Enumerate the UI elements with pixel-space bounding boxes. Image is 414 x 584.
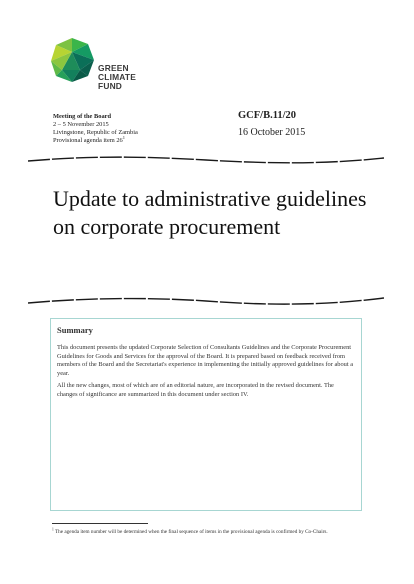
logo-wordmark (98, 64, 136, 90)
logo-line-fund: FUND (98, 80, 123, 91)
summary-paragraph-1: This document presents the updated Corporate Selection of Consultants Guidelines and the Corporate Procurement Guidelines for Goods and Services for the approval of the Board. It is prepared based on feedback received from members of the Board and the Secretariat's experience in implementing the initially approved guidelines for about a year. (57, 344, 354, 377)
summary-heading: Summary (57, 325, 93, 335)
logo-line-green: GREEN (98, 63, 129, 73)
footnote-marker: 1 (52, 527, 54, 532)
agenda-item-text: Provisional agenda item 26 (53, 136, 123, 144)
agenda-footnote-marker: 1 (122, 134, 125, 140)
meeting-agenda-item (53, 134, 138, 145)
logo-line-climate: CLIMATE (98, 71, 136, 82)
document-title: Update to administrative guidelines on corporate procurement (53, 186, 367, 239)
decorative-wave-divider-bottom (28, 294, 384, 308)
summary-box (50, 318, 362, 511)
meeting-location: Livingstone, Republic of Zambia (53, 128, 138, 136)
decorative-wave-divider-top (28, 153, 384, 167)
footnote-text: The agenda item number will be determined when the final sequence of items in the provisional agenda is confirmed by Co-Chairs. (55, 529, 328, 535)
organization-logo (48, 36, 144, 96)
footnote (52, 529, 364, 537)
meeting-dates: 2 – 5 November 2015 (53, 120, 109, 128)
document-date: 16 October 2015 (238, 127, 306, 138)
globe-icon (48, 36, 96, 84)
meeting-title: Meeting of the Board (53, 113, 112, 120)
meeting-info (53, 113, 138, 145)
footnote-separator (52, 523, 148, 524)
document-number: GCF/B.11/20 (238, 110, 297, 121)
summary-paragraph-2: All the new changes, most of which are of an editorial nature, are incorporated in the revised document. The changes of significance are summarized in this document under section IV. (57, 382, 334, 398)
